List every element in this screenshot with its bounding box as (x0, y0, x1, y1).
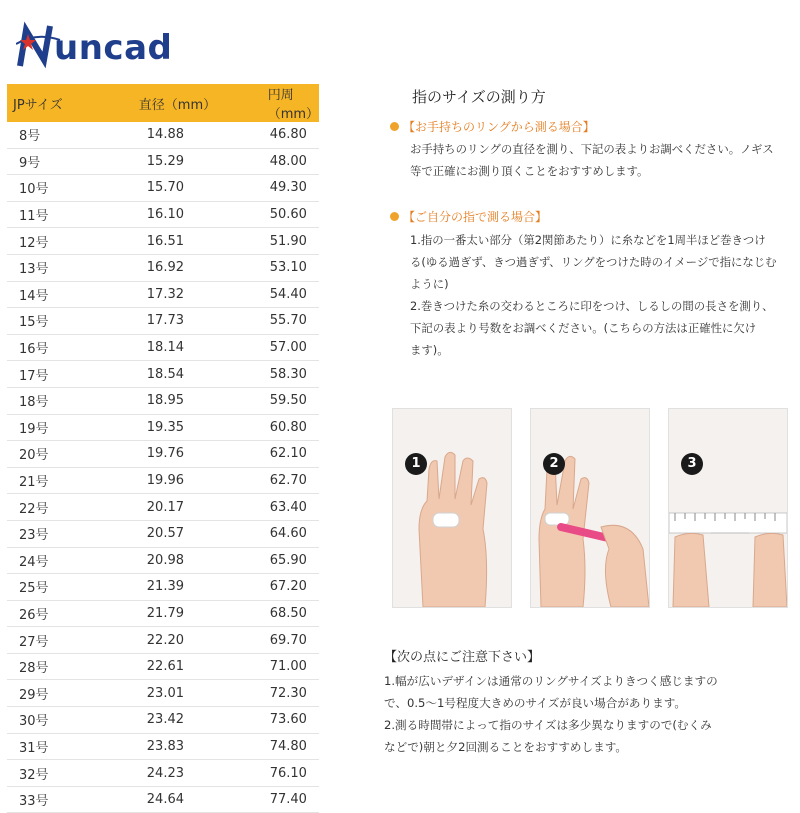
header-diameter: 直径（mm） (119, 84, 252, 122)
diameter-cell: 19.96 (119, 467, 252, 494)
section2-text (410, 229, 800, 361)
table-row (7, 228, 319, 255)
diameter-cell: 17.73 (119, 308, 252, 335)
table-row (7, 707, 319, 734)
step2-photo (530, 408, 650, 608)
header-circumference: 円周（mm） (252, 84, 319, 122)
circumference-cell: 73.60 (252, 707, 319, 734)
bullet-dot-icon (390, 122, 399, 131)
size-cell: 17号 (7, 361, 119, 388)
table-row (7, 254, 319, 281)
step3-photo (668, 408, 788, 608)
text-line: お手持ちのリングの直径を測り、下記の表よりお調べください。ノギス (410, 142, 774, 156)
size-cell: 33号 (7, 786, 119, 813)
diameter-cell: 20.17 (119, 494, 252, 521)
circumference-cell: 54.40 (252, 281, 319, 308)
diameter-cell: 22.20 (119, 627, 252, 654)
circumference-cell: 65.90 (252, 547, 319, 574)
table-row (7, 201, 319, 228)
circumference-cell: 53.10 (252, 254, 319, 281)
diameter-cell: 16.92 (119, 254, 252, 281)
text-line: 2.測る時間帯によって指のサイズは多少異なりますので(むくみ (384, 718, 712, 732)
circumference-cell: 64.60 (252, 520, 319, 547)
size-cell: 13号 (7, 254, 119, 281)
text-line: 等で正確にお測り頂くことをおすすめします。 (410, 164, 649, 178)
circumference-cell: 57.00 (252, 334, 319, 361)
size-cell: 32号 (7, 760, 119, 787)
circumference-cell: 74.80 (252, 733, 319, 760)
diameter-cell: 22.61 (119, 653, 252, 680)
text-line: 下記の表より号数をお調べください。(こちらの方法は正確性に欠け (410, 321, 757, 335)
size-cell: 14号 (7, 281, 119, 308)
circumference-cell: 46.80 (252, 122, 319, 148)
notes-text (384, 670, 794, 758)
circumference-cell: 68.50 (252, 600, 319, 627)
brand-logo (16, 20, 216, 72)
step-3-badge: 3 (681, 453, 703, 475)
table-row (7, 760, 319, 787)
size-cell: 15号 (7, 308, 119, 335)
text-line: 1.幅が広いデザインは通常のリングサイズよりきつく感じますの (384, 674, 718, 688)
text-line: る(ゆる過ぎず、きつ過ぎず、リングをつけた時のイメージで指になじむ (410, 255, 777, 269)
diameter-cell: 21.79 (119, 600, 252, 627)
diameter-cell: 17.32 (119, 281, 252, 308)
circumference-cell: 76.10 (252, 760, 319, 787)
section1-title: 【お手持ちのリングから測る場合】 (390, 118, 595, 135)
circumference-cell: 71.00 (252, 653, 319, 680)
circumference-cell: 77.40 (252, 786, 319, 813)
notes-title: 【次の点にご注意下さい】 (384, 650, 541, 665)
diameter-cell: 20.57 (119, 520, 252, 547)
circumference-cell: 49.30 (252, 175, 319, 202)
size-cell: 9号 (7, 148, 119, 175)
size-cell: 29号 (7, 680, 119, 707)
diameter-cell: 23.83 (119, 733, 252, 760)
diameter-cell: 24.23 (119, 760, 252, 787)
text-line: ように) (410, 277, 449, 291)
table-row (7, 733, 319, 760)
size-cell: 26号 (7, 600, 119, 627)
table-row (7, 494, 319, 521)
table-row (7, 653, 319, 680)
text-line: 1.指の一番太い部分（第2関節あたり）に糸などを1周半ほど巻きつけ (410, 233, 766, 247)
diameter-cell: 23.42 (119, 707, 252, 734)
text-line: 2.巻きつけた糸の交わるところに印をつけ、しるしの間の長さを測り、 (410, 299, 774, 313)
circumference-cell: 51.90 (252, 228, 319, 255)
diameter-cell: 15.70 (119, 175, 252, 202)
table-row (7, 441, 319, 468)
diameter-cell: 20.98 (119, 547, 252, 574)
step1-photo (392, 408, 512, 608)
table-row (7, 175, 319, 202)
step-2-badge: 2 (543, 453, 565, 475)
circumference-cell: 69.70 (252, 627, 319, 654)
table-row (7, 627, 319, 654)
table-row (7, 387, 319, 414)
circumference-cell: 67.20 (252, 574, 319, 601)
table-row (7, 122, 319, 148)
circumference-cell: 62.70 (252, 467, 319, 494)
table-row (7, 547, 319, 574)
diameter-cell: 21.39 (119, 574, 252, 601)
size-cell: 25号 (7, 574, 119, 601)
section2-title: 【ご自分の指で測る場合】 (390, 208, 547, 225)
table-row (7, 680, 319, 707)
table-row (7, 148, 319, 175)
size-cell: 24号 (7, 547, 119, 574)
size-cell: 27号 (7, 627, 119, 654)
size-cell: 21号 (7, 467, 119, 494)
size-cell: 10号 (7, 175, 119, 202)
size-cell: 28号 (7, 653, 119, 680)
diameter-cell: 14.88 (119, 122, 252, 148)
table-row (7, 308, 319, 335)
circumference-cell: 58.30 (252, 361, 319, 388)
diameter-cell: 19.76 (119, 441, 252, 468)
diameter-cell: 19.35 (119, 414, 252, 441)
size-cell: 18号 (7, 387, 119, 414)
circumference-cell: 48.00 (252, 148, 319, 175)
bullet-dot-icon (390, 212, 399, 221)
size-cell: 22号 (7, 494, 119, 521)
size-cell: 11号 (7, 201, 119, 228)
size-cell: 30号 (7, 707, 119, 734)
text-line: ます)。 (410, 343, 449, 357)
table-row (7, 334, 319, 361)
size-cell: 12号 (7, 228, 119, 255)
text-line: で、0.5～1号程度大きめのサイズが良い場合があります。 (384, 696, 686, 710)
circumference-cell: 63.40 (252, 494, 319, 521)
step-1-badge: 1 (405, 453, 427, 475)
diameter-cell: 16.51 (119, 228, 252, 255)
table-row (7, 520, 319, 547)
diameter-cell: 15.29 (119, 148, 252, 175)
brand-name: uncad (54, 28, 173, 68)
circumference-cell: 59.50 (252, 387, 319, 414)
circumference-cell: 62.10 (252, 441, 319, 468)
header-jp-size: JPサイズ (7, 84, 119, 122)
diameter-cell: 18.95 (119, 387, 252, 414)
circumference-cell: 55.70 (252, 308, 319, 335)
text-line: などで)朝と夕2回測ることをおすすめします。 (384, 740, 627, 754)
size-cell: 8号 (7, 122, 119, 148)
size-cell: 20号 (7, 441, 119, 468)
diameter-cell: 18.14 (119, 334, 252, 361)
ring-size-table (7, 84, 319, 813)
section1-text (410, 138, 800, 182)
table-header-row (7, 84, 319, 122)
circumference-cell: 72.30 (252, 680, 319, 707)
table-row (7, 281, 319, 308)
table-row (7, 361, 319, 388)
size-cell: 31号 (7, 733, 119, 760)
guide-title: 指のサイズの測り方 (412, 88, 546, 106)
circumference-cell: 50.60 (252, 201, 319, 228)
diameter-cell: 23.01 (119, 680, 252, 707)
table-row (7, 574, 319, 601)
size-cell: 23号 (7, 520, 119, 547)
table-row (7, 467, 319, 494)
table-row (7, 414, 319, 441)
diameter-cell: 18.54 (119, 361, 252, 388)
circumference-cell: 60.80 (252, 414, 319, 441)
diameter-cell: 16.10 (119, 201, 252, 228)
table-row (7, 600, 319, 627)
size-cell: 19号 (7, 414, 119, 441)
diameter-cell: 24.64 (119, 786, 252, 813)
size-cell: 16号 (7, 334, 119, 361)
